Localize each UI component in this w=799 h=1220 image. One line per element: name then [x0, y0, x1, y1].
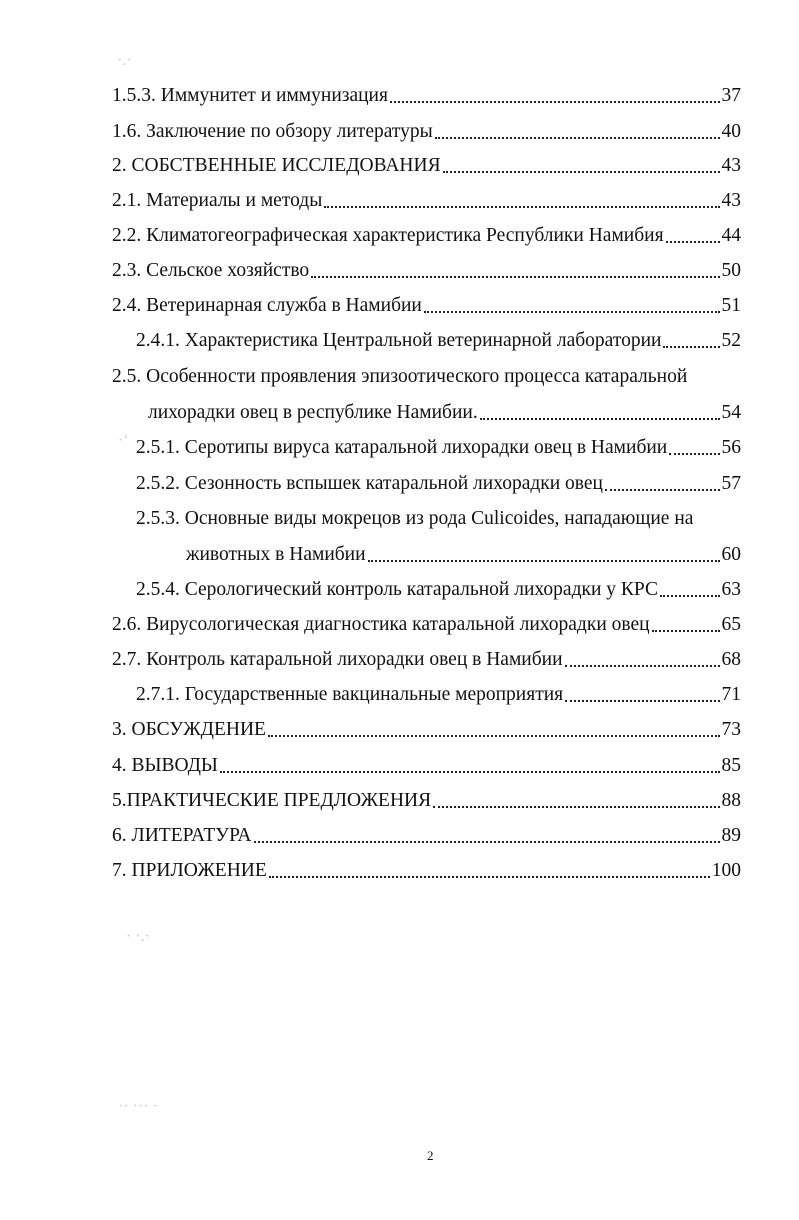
- toc-entry-title: 5.ПРАКТИЧЕСКИЕ ПРЕДЛОЖЕНИЯ: [112, 790, 432, 811]
- dot-leader: [565, 665, 720, 667]
- toc-entry: [136, 432, 741, 460]
- toc-entry: [136, 325, 741, 353]
- toc-entry: [112, 609, 741, 637]
- toc-entry-page: 43: [721, 190, 741, 211]
- dot-leader: [435, 137, 720, 139]
- toc-entry-title: 2.5.1. Серотипы вируса катаральной лихорадки овец в Намибии: [136, 437, 668, 458]
- toc-entry: [112, 220, 741, 248]
- scan-noise: · ·.·: [126, 928, 150, 945]
- toc-entry: [112, 185, 741, 213]
- toc-entry-page: 63: [721, 579, 741, 600]
- toc-entry-title: 2.7. Контроль катаральной лихорадки овец в Намибии: [112, 649, 563, 670]
- toc-entry-title: 2.2. Климатогеографическая характеристика Республики Намибия: [112, 225, 664, 246]
- toc-entry: [112, 290, 741, 318]
- dot-leader: [269, 876, 710, 878]
- toc-entry-title: 2.4.1. Характеристика Центральной ветеринарной лаборатории: [136, 330, 662, 351]
- toc-entry-page: 60: [721, 544, 741, 565]
- toc-entry-title: 1.6. Заключение по обзору литературы: [112, 121, 433, 142]
- dot-leader: [565, 700, 719, 702]
- toc-entry-page: 57: [721, 473, 741, 494]
- toc-entry-page: 40: [721, 121, 741, 142]
- toc-entry-title: 2.5.2. Сезонность вспышек катаральной лихорадки овец: [136, 473, 603, 494]
- toc-entry-title: 2.4. Ветеринарная служба в Намибии: [112, 295, 422, 316]
- toc-entry-title-line1: 2.5. Особенности проявления эпизоотического процесса катаральной: [112, 366, 688, 387]
- toc-entry: [112, 116, 741, 144]
- toc-entry-page: 68: [721, 649, 741, 670]
- toc-entry: [112, 714, 741, 742]
- toc-entry: [112, 855, 741, 883]
- dot-leader: [368, 560, 720, 562]
- toc-entry-title: 2.3. Сельское хозяйство: [112, 260, 310, 281]
- dot-leader: [480, 418, 720, 420]
- toc-entry-title: 2.7.1. Государственные вакцинальные мероприятия: [136, 684, 564, 705]
- toc-entry-page: 73: [721, 719, 741, 740]
- toc-entry-page: 65: [721, 614, 741, 635]
- toc-entry-page: 52: [721, 330, 741, 351]
- dot-leader: [663, 346, 719, 348]
- toc-entry-page: 89: [721, 825, 741, 846]
- toc-entry-title: 3. ОБСУЖДЕНИЕ: [112, 719, 266, 740]
- dot-leader: [605, 489, 720, 491]
- toc-entry-page: 56: [721, 437, 741, 458]
- dot-leader: [666, 241, 720, 243]
- toc-entry: [186, 539, 741, 567]
- toc-entry: [148, 397, 741, 425]
- toc-entry: [112, 750, 741, 778]
- toc-entry-title: 2.5.4. Серологический контроль катаральной лихорадки у КРС: [136, 579, 658, 600]
- toc-entry-page: 54: [721, 402, 741, 423]
- dot-leader: [254, 841, 720, 843]
- scan-noise: ·· ··· ·: [118, 1098, 158, 1115]
- toc-entry-page: 71: [721, 684, 741, 705]
- dot-leader: [443, 171, 720, 173]
- dot-leader: [390, 101, 720, 103]
- toc-entry-title: животных в Намибии: [186, 544, 366, 565]
- toc-entry: [136, 679, 741, 707]
- dot-leader: [660, 595, 720, 597]
- toc-entry-title: 4. ВЫВОДЫ: [112, 755, 218, 776]
- toc-entry-page: 100: [711, 860, 741, 881]
- toc-entry-title-line1: 2.5.3. Основные виды мокрецов из рода Culicoides, нападающие на: [136, 508, 694, 529]
- toc-entry: [112, 80, 741, 108]
- toc-entry-title: 7. ПРИЛОЖЕНИЕ: [112, 860, 267, 881]
- toc-entry-title: 2.6. Вирусологическая диагностика катаральной лихорадки овец: [112, 614, 650, 635]
- toc-entry: [112, 255, 741, 283]
- dot-leader: [311, 276, 719, 278]
- dot-leader: [424, 311, 720, 313]
- page-number: 2: [427, 1148, 434, 1163]
- toc-entry-title: 2. СОБСТВЕННЫЕ ИССЛЕДОВАНИЯ: [112, 155, 441, 176]
- toc-entry-page: 43: [721, 155, 741, 176]
- toc-entry: [112, 820, 741, 848]
- toc-entry-title: 2.1. Материалы и методы: [112, 190, 323, 211]
- toc-entry-page: 51: [721, 295, 741, 316]
- scan-noise: ·.·: [117, 52, 132, 69]
- toc-entry-title: 1.5.3. Иммунитет и иммунизация: [112, 85, 388, 106]
- toc-entry-title: 6. ЛИТЕРАТУРА: [112, 825, 252, 846]
- toc-entry: [112, 644, 741, 672]
- dot-leader: [220, 771, 720, 773]
- dot-leader: [324, 206, 719, 208]
- toc-entry-title: лихорадки овец в республике Намибии.: [148, 402, 478, 423]
- toc-entry-page: 50: [721, 260, 741, 281]
- toc-entry: [112, 150, 741, 178]
- dot-leader: [652, 630, 720, 632]
- toc-entry-page: 44: [721, 225, 741, 246]
- toc-entry-page: 37: [721, 85, 741, 106]
- toc-entry: [112, 785, 741, 813]
- dot-leader: [669, 453, 719, 455]
- toc-entry: [136, 468, 741, 496]
- toc-entry: [136, 574, 741, 602]
- dot-leader: [268, 735, 720, 737]
- toc-entry-page: 85: [721, 755, 741, 776]
- dot-leader: [433, 806, 719, 808]
- toc-entry-page: 88: [721, 790, 741, 811]
- scan-noise: ·‘: [118, 432, 129, 449]
